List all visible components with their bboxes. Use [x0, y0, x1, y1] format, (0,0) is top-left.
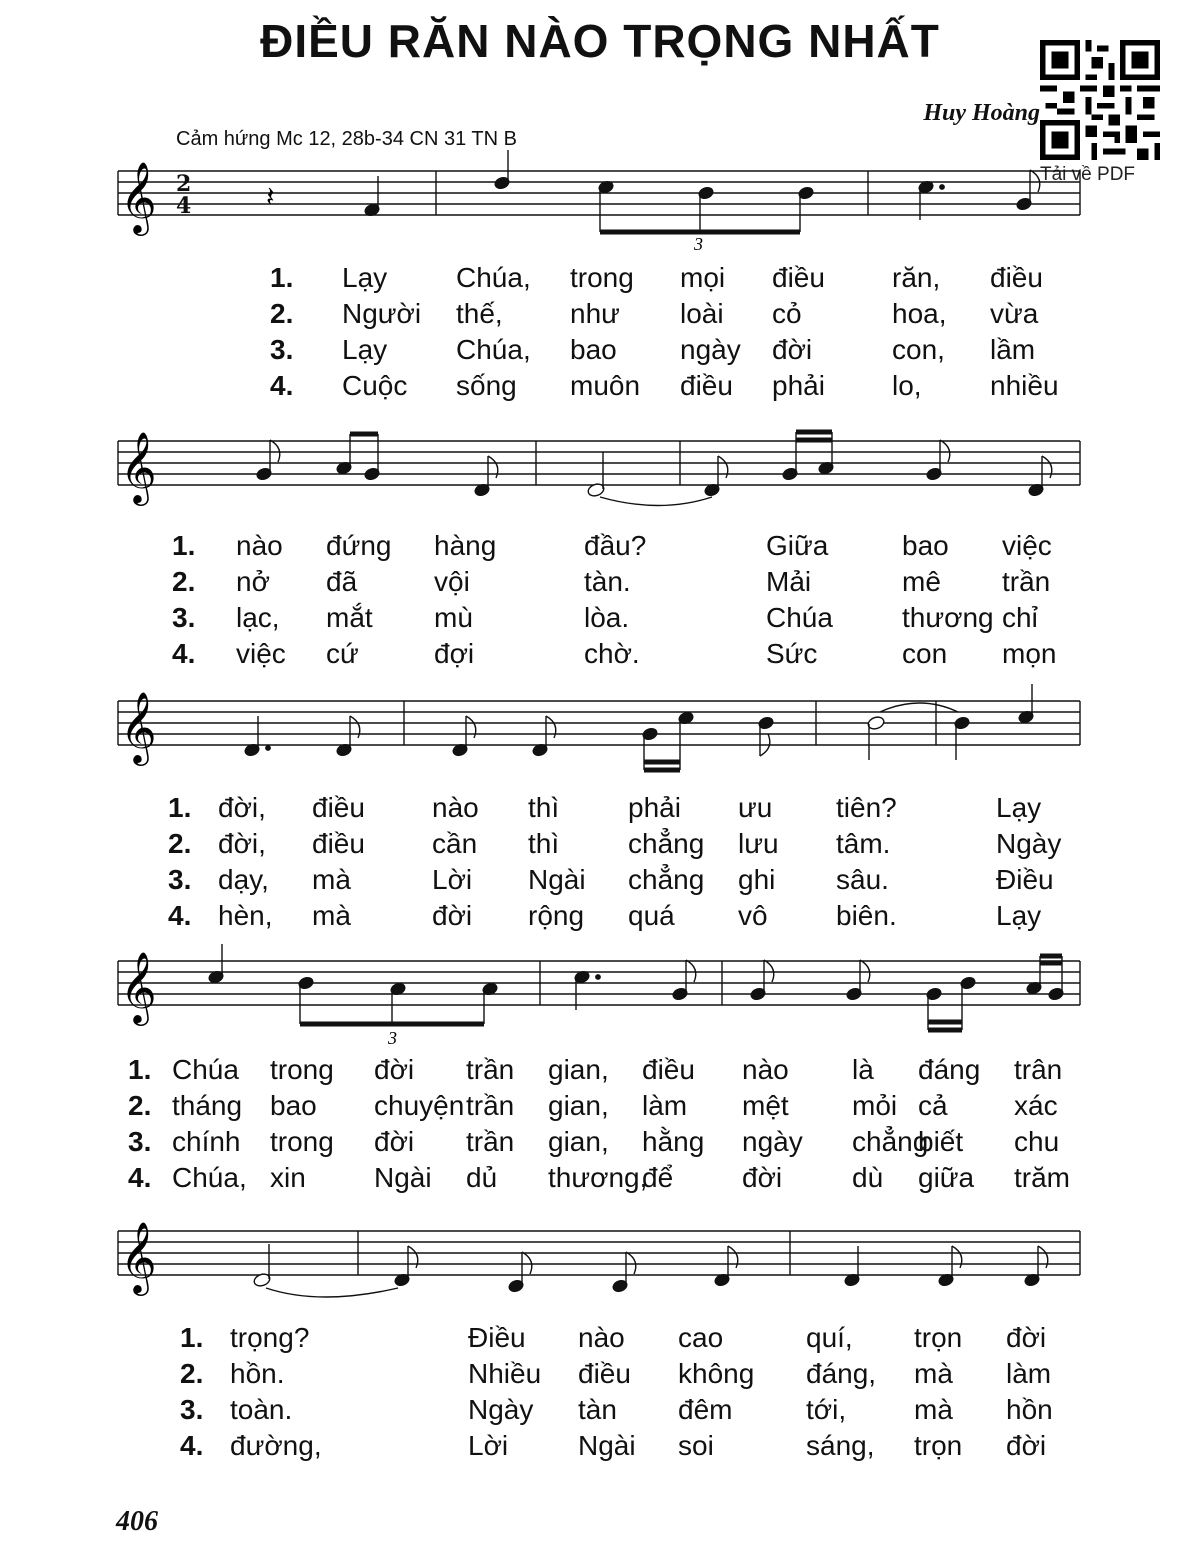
time-signature-top: 2	[176, 171, 192, 197]
quarter-rest-icon: 𝄽	[266, 180, 275, 213]
lyric-word: thế,	[456, 298, 503, 329]
download-pdf-link[interactable]: Tải về PDF	[1040, 164, 1136, 185]
verse-line	[0, 1394, 1200, 1430]
lyric-word: đời	[374, 1054, 415, 1085]
lyric-word: làm	[1006, 1358, 1052, 1389]
lyric-word: mỏi	[852, 1090, 898, 1121]
verse-line	[0, 638, 1200, 674]
lyric-word: chính	[172, 1126, 241, 1157]
lyric-word: lòa.	[584, 602, 630, 633]
lyric-word: nở	[236, 566, 270, 597]
verse-number: 4.	[172, 638, 196, 669]
verse-line	[0, 566, 1200, 602]
lyric-word: lạc,	[236, 602, 280, 633]
lyric-word: đợi	[434, 638, 475, 669]
staff-system-1	[0, 140, 1200, 260]
lyric-word: vội	[434, 566, 470, 597]
lyrics-system-2	[0, 530, 1200, 674]
lyric-word: thì	[528, 792, 560, 823]
lyric-word: Người	[342, 298, 422, 329]
lyric-word: nào	[432, 792, 479, 823]
lyric-word: toàn.	[230, 1394, 293, 1425]
lyric-word: răn,	[892, 262, 941, 293]
lyric-word: Ngài	[528, 864, 586, 895]
lyric-word: mọn	[1002, 638, 1057, 669]
lyric-word: để	[642, 1162, 674, 1193]
lyric-word: đời	[432, 900, 473, 931]
lyric-word: ưu	[738, 792, 773, 823]
lyric-word: phải	[772, 370, 825, 401]
lyric-word: Giữa	[766, 530, 829, 561]
tuplet-label: 3	[388, 1028, 397, 1048]
lyric-word: chẳng	[628, 864, 705, 895]
lyric-word: như	[570, 298, 620, 329]
lyric-word: đời	[374, 1126, 415, 1157]
song-title: ĐIỀU RĂN NÀO TRỌNG NHẤT	[260, 15, 940, 67]
lyric-word: trọn	[914, 1322, 963, 1353]
time-signature-bottom: 4	[176, 193, 192, 219]
lyric-word: mù	[434, 602, 473, 633]
lyric-word: con,	[892, 334, 945, 365]
lyric-word: sống	[456, 370, 517, 401]
lyric-word: Ngài	[578, 1430, 636, 1461]
composer-name: Huy Hoàng	[923, 100, 1040, 126]
lyric-word: tiên?	[836, 792, 897, 823]
staff-system-3	[0, 680, 1200, 780]
lyric-word: ngày	[742, 1126, 803, 1157]
verse-line	[0, 298, 1200, 334]
verse-line	[0, 1322, 1200, 1358]
treble-clef-icon: 𝄞	[120, 430, 157, 503]
lyric-word: tới,	[806, 1394, 847, 1425]
verse-number: 4.	[128, 1162, 152, 1193]
lyric-word: chu	[1014, 1126, 1060, 1157]
lyrics-system-4	[0, 1054, 1200, 1198]
lyric-word: gian,	[548, 1090, 609, 1121]
lyric-word: ghi	[738, 864, 776, 895]
lyric-word: thì	[528, 828, 560, 859]
lyric-word: chỉ	[1002, 602, 1038, 633]
verse-line	[0, 1162, 1200, 1198]
lyric-word: cả	[918, 1090, 948, 1121]
lyric-word: trần	[466, 1054, 515, 1085]
lyric-word: không	[678, 1358, 755, 1389]
lyric-word: dù	[852, 1162, 884, 1193]
lyric-word: loài	[680, 298, 724, 329]
lyric-word: Lời	[468, 1430, 509, 1461]
lyric-word: xin	[270, 1162, 306, 1193]
lyric-word: sâu.	[836, 864, 889, 895]
verse-number: 3.	[128, 1126, 152, 1157]
verse-number: 2.	[168, 828, 192, 859]
lyric-word: Mải	[766, 566, 812, 597]
lyric-word: Lạy	[342, 262, 388, 293]
lyric-word: việc	[236, 638, 286, 669]
lyric-word: Chúa,	[172, 1162, 247, 1193]
lyric-word: nào	[578, 1322, 625, 1353]
verse-line	[0, 1054, 1200, 1090]
verse-number: 2.	[180, 1358, 204, 1389]
lyric-word: Cuộc	[342, 370, 408, 401]
lyric-word: cần	[432, 828, 478, 859]
treble-clef-icon: 𝄞	[120, 950, 157, 1023]
lyric-word: đời	[1006, 1322, 1047, 1353]
lyric-word: nào	[236, 530, 283, 561]
verse-number: 2.	[270, 298, 294, 329]
lyric-word: điều	[642, 1054, 695, 1085]
lyric-word: ngày	[680, 334, 741, 365]
lyric-word: soi	[678, 1430, 714, 1461]
lyric-word: cứ	[326, 638, 359, 669]
lyric-word: phải	[628, 792, 681, 823]
lyrics-system-5	[0, 1322, 1200, 1466]
lyric-word: muôn	[570, 370, 641, 401]
verse-number: 1.	[270, 262, 294, 293]
verse-number: 1.	[172, 530, 196, 561]
lyric-word: điều	[680, 370, 733, 401]
treble-clef-icon: 𝄞	[120, 160, 157, 233]
lyric-word: dủ	[466, 1162, 498, 1193]
lyric-word: đời,	[218, 792, 266, 823]
lyric-word: Điều	[996, 864, 1054, 895]
verse-number: 3.	[270, 334, 294, 365]
lyrics-system-1	[0, 262, 1200, 406]
lyric-word: Nhiều	[468, 1358, 542, 1389]
lyric-word: mắt	[326, 602, 373, 633]
lyric-word: tâm.	[836, 828, 891, 859]
lyric-word: biết	[918, 1126, 964, 1157]
verse-line	[0, 530, 1200, 566]
lyric-word: bao	[570, 334, 617, 365]
verse-number: 4.	[168, 900, 192, 931]
lyric-word: Lạy	[996, 900, 1042, 931]
lyric-word: giữa	[918, 1162, 975, 1193]
lyric-word: trong	[270, 1054, 334, 1085]
verse-number: 2.	[128, 1090, 152, 1121]
lyric-word: lầm	[990, 334, 1036, 365]
lyric-word: mọi	[680, 262, 726, 293]
lyric-word: trọn	[914, 1430, 963, 1461]
lyric-word: chẳng	[628, 828, 705, 859]
verse-number: 1.	[168, 792, 192, 823]
lyric-word: nhiều	[990, 370, 1059, 401]
lyric-word: tàn	[578, 1394, 617, 1425]
lyric-word: lưu	[738, 828, 779, 859]
lyric-word: đời	[772, 334, 813, 365]
lyric-word: hằng	[642, 1126, 705, 1157]
lyric-word: chuyện	[374, 1090, 465, 1121]
lyric-word: chờ.	[584, 638, 640, 669]
inspiration-reference: Cảm hứng Mc 12, 28b-34 CN 31 TN B	[176, 128, 517, 150]
lyric-word: con	[902, 638, 948, 669]
lyric-word: việc	[1002, 530, 1052, 561]
lyric-word: hoa,	[892, 298, 947, 329]
lyric-word: làm	[642, 1090, 688, 1121]
lyric-word: nào	[742, 1054, 789, 1085]
staff-system-2	[0, 420, 1200, 520]
verse-line	[0, 864, 1200, 900]
lyric-word: điều	[312, 828, 365, 859]
lyric-word: đêm	[678, 1394, 733, 1425]
lyric-word: thương,	[548, 1162, 648, 1193]
lyric-word: mà	[312, 864, 351, 895]
verse-number: 3.	[168, 864, 192, 895]
verse-number: 4.	[180, 1430, 204, 1461]
verse-line	[0, 1358, 1200, 1394]
lyric-word: quí,	[806, 1322, 853, 1353]
lyric-word: hèn,	[218, 900, 273, 931]
lyric-word: đáng,	[806, 1358, 877, 1389]
lyric-word: trần	[1002, 566, 1051, 597]
lyric-word: mê	[902, 566, 941, 597]
page-number: 406	[116, 1506, 158, 1537]
lyrics-system-3	[0, 792, 1200, 936]
lyric-word: đời	[742, 1162, 783, 1193]
lyric-word: Ngài	[374, 1162, 432, 1193]
lyric-word: cỏ	[772, 298, 802, 329]
lyric-word: chẳng	[852, 1126, 929, 1157]
lyric-word: vừa	[990, 298, 1039, 329]
verse-line	[0, 828, 1200, 864]
verse-line	[0, 370, 1200, 406]
lyric-word: trong	[570, 262, 634, 293]
staff-system-4	[0, 940, 1200, 1060]
lyric-word: xác	[1014, 1090, 1058, 1121]
lyric-word: trần	[466, 1126, 515, 1157]
verse-number: 1.	[180, 1322, 204, 1353]
lyric-word: Ngày	[468, 1394, 534, 1425]
verse-line	[0, 792, 1200, 828]
lyric-word: bao	[902, 530, 949, 561]
verse-number: 3.	[172, 602, 196, 633]
lyric-word: Chúa,	[456, 334, 531, 365]
treble-clef-icon: 𝄞	[120, 1220, 157, 1293]
lyric-word: dạy,	[218, 864, 269, 895]
lyric-word: Lời	[432, 864, 473, 895]
lyric-word: tháng	[172, 1090, 243, 1121]
lyric-word: Ngày	[996, 828, 1062, 859]
lyric-word: rộng	[528, 900, 585, 931]
lyric-word: đường,	[230, 1430, 322, 1461]
lyric-word: trần	[466, 1090, 515, 1121]
lyric-word: điều	[312, 792, 365, 823]
lyric-word: Lạy	[342, 334, 388, 365]
lyric-word: trọng?	[230, 1322, 310, 1353]
lyric-word: Sức	[766, 638, 818, 669]
lyric-word: trân	[1014, 1054, 1063, 1085]
lyric-word: tàn.	[584, 566, 631, 597]
lyric-word: hàng	[434, 530, 497, 561]
lyric-word: điều	[578, 1358, 631, 1389]
verse-line	[0, 1126, 1200, 1162]
verse-line	[0, 1090, 1200, 1126]
lyric-word: đời,	[218, 828, 266, 859]
verse-line	[0, 334, 1200, 370]
lyric-word: đáng	[918, 1054, 981, 1085]
verse-line	[0, 1430, 1200, 1466]
lyric-word: quá	[628, 900, 675, 931]
lyric-word: thương	[902, 602, 994, 633]
lyric-word: trăm	[1014, 1162, 1070, 1193]
verse-number: 1.	[128, 1054, 152, 1085]
lyric-word: đứng	[326, 530, 392, 561]
treble-clef-icon: 𝄞	[120, 690, 157, 763]
lyric-word: điều	[990, 262, 1043, 293]
verse-line	[0, 262, 1200, 298]
verse-line	[0, 900, 1200, 936]
lyric-word: đã	[326, 566, 358, 597]
lyric-word: gian,	[548, 1054, 609, 1085]
verse-number: 3.	[180, 1394, 204, 1425]
lyric-word: mà	[914, 1394, 953, 1425]
lyric-word: mà	[312, 900, 351, 931]
lyric-word: biên.	[836, 900, 897, 931]
lyric-word: gian,	[548, 1126, 609, 1157]
lyric-word: đầu?	[584, 530, 647, 561]
lyric-word: trong	[270, 1126, 334, 1157]
verse-line	[0, 602, 1200, 638]
lyric-word: hồn	[1006, 1394, 1053, 1425]
lyric-word: Điều	[468, 1322, 526, 1353]
verse-number: 4.	[270, 370, 294, 401]
lyric-word: cao	[678, 1322, 724, 1353]
lyric-word: hồn.	[230, 1358, 285, 1389]
lyric-word: Lạy	[996, 792, 1042, 823]
lyric-word: lo,	[892, 370, 922, 401]
tuplet-label: 3	[694, 234, 703, 254]
lyric-word: điều	[772, 262, 825, 293]
staff-system-5	[0, 1200, 1200, 1310]
lyric-word: là	[852, 1054, 874, 1085]
verse-number: 2.	[172, 566, 196, 597]
lyric-word: vô	[738, 900, 768, 931]
lyric-word: mà	[914, 1358, 953, 1389]
lyric-word: Chúa	[766, 602, 833, 633]
lyric-word: Chúa	[172, 1054, 239, 1085]
lyric-word: sáng,	[806, 1430, 875, 1461]
lyric-word: mệt	[742, 1090, 789, 1121]
lyric-word: đời	[1006, 1430, 1047, 1461]
lyric-word: bao	[270, 1090, 317, 1121]
lyric-word: Chúa,	[456, 262, 531, 293]
